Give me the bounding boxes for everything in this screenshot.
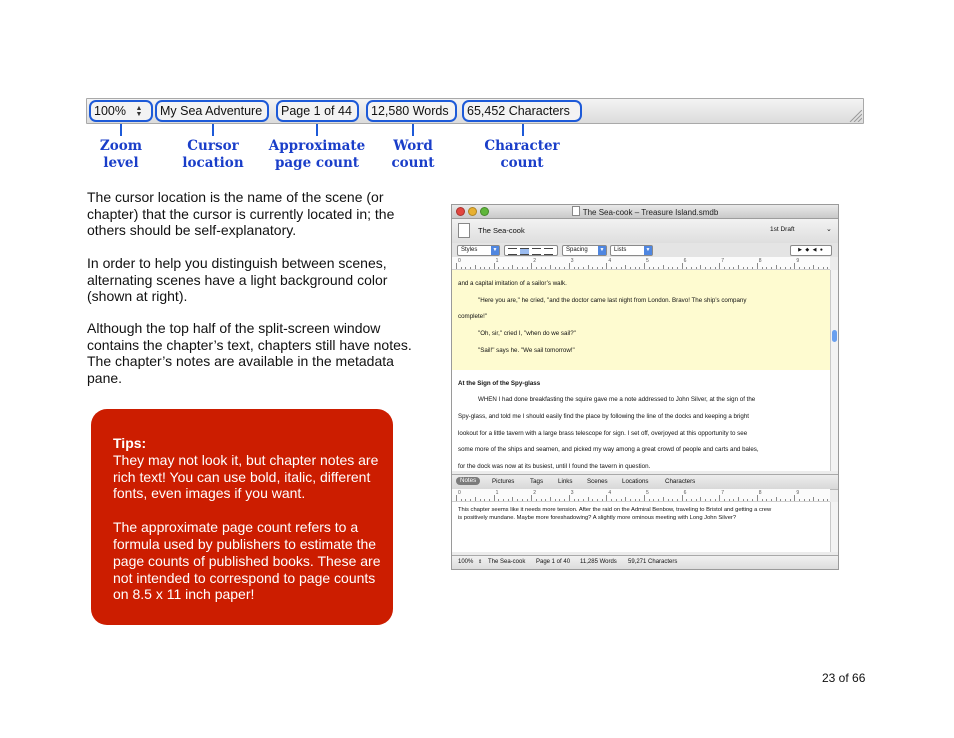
ruler-tick	[555, 267, 556, 269]
window-title: The Sea-cook – Treasure Island.smdb	[452, 206, 838, 217]
ruler-tick	[700, 497, 701, 501]
editor-ruler[interactable]	[452, 257, 830, 270]
ruler-tick	[719, 263, 720, 269]
scene-navigation-arrows[interactable]: ▶ ◆ ◀ ●	[790, 245, 832, 256]
ruler-number: 7	[721, 490, 724, 496]
callout-word-count: Word count	[391, 138, 435, 171]
ruler-tick	[818, 499, 819, 501]
tips-box	[91, 409, 393, 625]
ruler-tick	[738, 265, 739, 269]
ruler-tick	[494, 495, 495, 501]
ruler-tick	[541, 499, 542, 501]
ruler-tick	[766, 267, 767, 269]
ruler-tick	[776, 497, 777, 501]
tab-locations[interactable]: Locations	[622, 478, 649, 485]
alignment-buttons[interactable]	[504, 245, 558, 256]
editor-line: "Sail!" says he. "We sail tomorrow!"	[478, 347, 575, 354]
ruler-tick	[550, 497, 551, 501]
ruler-tick	[498, 267, 499, 269]
editor-line: WHEN I had done breakfasting the squire gave me a note addressed to John Silver, at the sign of the	[478, 396, 756, 403]
ruler-tick	[724, 267, 725, 269]
character-count-value: 65,452 Characters	[467, 104, 570, 118]
tab-characters[interactable]: Characters	[665, 478, 696, 485]
ruler-tick	[489, 499, 490, 501]
callout-line-cursor	[212, 124, 214, 136]
ruler-tick	[747, 499, 748, 501]
ruler-number: 8	[758, 490, 762, 496]
ruler-tick	[484, 499, 485, 501]
ruler-tick	[757, 263, 758, 269]
paragraph-cursor-location: The cursor location is the name of the scene (or chapter) that the cursor is currently located in; the others should be self-explanatory.	[87, 189, 395, 238]
ruler-tick	[818, 267, 819, 269]
ruler-tick	[743, 267, 744, 269]
ruler-tick	[653, 267, 654, 269]
ruler-tick	[606, 495, 607, 501]
scene-heading: At the Sign of the Spy-glass	[458, 380, 541, 387]
ruler-tick	[686, 267, 687, 269]
ruler-tick	[719, 495, 720, 501]
ruler-tick	[649, 499, 650, 501]
ruler-number: 5	[646, 258, 649, 264]
editor-line: lookout for a little tavern with a large brass telescope for sign. I set off, overjoyed at this opportunity to see	[458, 430, 748, 437]
ruler-tick	[691, 499, 692, 501]
ruler-tick	[686, 499, 687, 501]
ruler-tick	[757, 495, 758, 501]
document-name: The Sea-cook	[478, 226, 525, 235]
ruler-number: 4	[608, 258, 612, 264]
window-character-count: 59,271 Characters	[628, 559, 678, 565]
popup-arrow-icon: ▼	[492, 247, 498, 253]
format-toolbar	[452, 243, 838, 257]
ruler-tick	[780, 267, 781, 269]
ruler-tick	[578, 499, 579, 501]
editor-scrollbar[interactable]	[830, 270, 838, 471]
ruler-tick	[672, 499, 673, 501]
tips-paragraph-rich-text: They may not look it, but chapter notes are rich text! You can use bold, italic, different fonts, even images if you want.	[113, 451, 379, 502]
ruler-tick	[658, 267, 659, 269]
ruler-tick	[827, 499, 828, 501]
ruler-tick	[456, 263, 457, 269]
ruler-tick	[752, 499, 753, 501]
ruler-tick	[583, 267, 584, 269]
ruler-tick	[809, 267, 810, 269]
ruler-tick	[785, 267, 786, 269]
ruler-tick	[550, 265, 551, 269]
ruler-tick	[484, 267, 485, 269]
ruler-tick	[456, 495, 457, 501]
ruler-tick	[517, 499, 518, 501]
ruler-tick	[602, 499, 603, 501]
ruler-tick	[776, 265, 777, 269]
ruler-tick	[625, 265, 626, 269]
ruler-tick	[733, 267, 734, 269]
ruler-tick	[606, 263, 607, 269]
ruler-tick	[700, 265, 701, 269]
ruler-tick	[470, 499, 471, 501]
ruler-tick	[766, 499, 767, 501]
ruler-tick	[494, 263, 495, 269]
ruler-tick	[630, 267, 631, 269]
ruler-tick	[559, 499, 560, 501]
ruler-tick	[592, 499, 593, 501]
ruler-tick	[597, 267, 598, 269]
ruler-tick	[555, 499, 556, 501]
ruler-tick	[616, 267, 617, 269]
ruler-tick	[738, 497, 739, 501]
tips-title: Tips:	[113, 435, 147, 451]
align-right-icon	[532, 248, 541, 255]
justify-icon	[544, 248, 553, 255]
paragraph-chapter-notes: Although the top half of the split-screen window contains the chapter’s text, chapters still have notes. The chapter’s notes are available in the metadata pane.	[87, 320, 412, 386]
ruler-tick	[616, 499, 617, 501]
ruler-tick	[762, 267, 763, 269]
ruler-number: 6	[683, 258, 687, 264]
ruler-tick	[804, 267, 805, 269]
ruler-tick	[588, 497, 589, 501]
ruler-tick	[512, 497, 513, 501]
ruler-tick	[574, 499, 575, 501]
ruler-tick	[677, 267, 678, 269]
lists-popup[interactable]: Lists ▼	[610, 245, 653, 256]
metadata-tabs	[452, 474, 838, 490]
ruler-tick	[527, 499, 528, 501]
ruler-tick	[611, 267, 612, 269]
ruler-tick	[705, 499, 706, 501]
ruler-number: 1	[495, 490, 499, 496]
ruler-tick	[602, 267, 603, 269]
paragraph-scene-colors: In order to help you distinguish between scenes, alternating scenes have a light background color (shown at right).	[87, 255, 388, 304]
ruler-tick	[710, 267, 711, 269]
editor-line: "Oh, sir," cried I, "when do we sail?"	[478, 330, 576, 337]
ruler-tick	[545, 499, 546, 501]
ruler-tick	[503, 499, 504, 501]
ruler-tick	[762, 499, 763, 501]
ruler-tick	[790, 267, 791, 269]
callout-cursor-location: Cursor location	[182, 138, 244, 171]
callout-line-character	[522, 124, 524, 136]
window-zoom-value[interactable]: 100%	[458, 559, 474, 565]
page-count-value: Page 1 of 44	[281, 104, 352, 118]
ruler-tick	[625, 497, 626, 501]
ruler-tick	[682, 495, 683, 501]
ruler-tick	[541, 267, 542, 269]
ruler-tick	[569, 263, 570, 269]
notes-line: is positively mundane. Maybe more foreshadowing? A slightly more ominous meeting with Long John Silver?	[458, 515, 737, 521]
word-count-field	[366, 100, 457, 122]
ruler-number: 1	[495, 258, 499, 264]
popup-arrow-icon: ▼	[645, 247, 651, 253]
ruler-tick	[569, 495, 570, 501]
document-icon	[572, 206, 580, 216]
ruler-tick	[729, 499, 730, 501]
ruler-tick	[799, 499, 800, 501]
notes-line: This chapter seems like it needs more tension. After the raid on the Admiral Benbow, traveling to Bristol and getting a crew	[458, 507, 772, 513]
editor-line: "Here you are," he cried, "and the doctor came last night from London. Bravo! The ship’s company	[478, 297, 747, 304]
ruler-tick	[583, 499, 584, 501]
stepper-arrows-icon: ▲ ▼	[135, 104, 143, 118]
ruler-tick	[663, 265, 664, 269]
ruler-tick	[658, 499, 659, 501]
ruler-tick	[771, 499, 772, 501]
scroll-thumb[interactable]	[832, 330, 837, 342]
ruler-number: 8	[758, 258, 762, 264]
ruler-number: 7	[721, 258, 724, 264]
callout-line-zoom	[120, 124, 122, 136]
ruler-tick	[682, 263, 683, 269]
ruler-tick	[489, 267, 490, 269]
zoom-selector[interactable]	[89, 100, 153, 122]
ruler-tick	[790, 499, 791, 501]
ruler-tick	[649, 267, 650, 269]
ruler-tick	[461, 499, 462, 501]
ruler-tick	[597, 499, 598, 501]
ruler-tick	[592, 267, 593, 269]
ruler-tick	[729, 267, 730, 269]
ruler-tick	[639, 499, 640, 501]
ruler-tick	[527, 267, 528, 269]
window-status-bar	[452, 555, 838, 570]
ruler-tick	[564, 499, 565, 501]
editor-line: some more of the ships and seamen, and picked my way among a great crowd of people and carts and bales,	[458, 446, 759, 453]
ruler-tick	[564, 267, 565, 269]
ruler-tick	[663, 497, 664, 501]
ruler-tick	[644, 495, 645, 501]
ruler-tick	[715, 267, 716, 269]
ruler-tick	[672, 267, 673, 269]
ruler-tick	[794, 263, 795, 269]
ruler-tick	[635, 267, 636, 269]
ruler-tick	[559, 267, 560, 269]
ruler-tick	[733, 499, 734, 501]
ruler-tick	[691, 267, 692, 269]
ruler-tick	[621, 499, 622, 501]
ruler-tick	[644, 263, 645, 269]
ruler-tick	[823, 267, 824, 269]
ruler-tick	[794, 495, 795, 501]
ruler-tick	[823, 499, 824, 501]
ruler-tick	[498, 499, 499, 501]
ruler-tick	[809, 499, 810, 501]
tab-notes[interactable]: Notes	[456, 477, 480, 485]
styles-popup[interactable]: Styles ▼	[457, 245, 500, 256]
ruler-tick	[578, 267, 579, 269]
ruler-tick	[611, 499, 612, 501]
callout-zoom-level: Zoom level	[99, 138, 143, 171]
window-page-count: Page 1 of 40	[536, 559, 571, 565]
ruler-tick	[522, 267, 523, 269]
ruler-tick	[668, 267, 669, 269]
page-number: 23 of 66	[822, 671, 866, 685]
ruler-tick	[639, 267, 640, 269]
draft-dropdown-icon[interactable]: ⌄	[826, 226, 832, 233]
notes-pane[interactable]	[452, 502, 830, 552]
ruler-tick	[588, 265, 589, 269]
ruler-tick	[475, 265, 476, 269]
ruler-tick	[804, 499, 805, 501]
popup-arrow-icon: ▼	[599, 247, 605, 253]
ruler-number: 9	[796, 490, 800, 496]
ruler-tick	[522, 499, 523, 501]
ruler-number: 4	[608, 490, 612, 496]
notes-ruler[interactable]	[452, 489, 830, 502]
tab-scenes[interactable]: Scenes	[587, 478, 608, 485]
ruler-tick	[470, 267, 471, 269]
ruler-tick	[696, 267, 697, 269]
tab-links[interactable]: Links	[558, 478, 573, 485]
ruler-tick	[785, 499, 786, 501]
ruler-tick	[508, 499, 509, 501]
ruler-number: 0	[458, 490, 461, 496]
ruler-tick	[630, 499, 631, 501]
ruler-number: 0	[458, 258, 461, 264]
ruler-number: 2	[533, 258, 536, 264]
ruler-tick	[635, 499, 636, 501]
window-titlebar	[452, 205, 838, 219]
cursor-location-field	[155, 100, 269, 122]
ruler-tick	[747, 267, 748, 269]
window-scene-name: The Sea-cook	[488, 559, 526, 565]
ruler-tick	[480, 267, 481, 269]
stepper-arrows-icon[interactable]: ⇕	[478, 559, 483, 565]
document-header	[452, 219, 838, 244]
ruler-number: 9	[796, 258, 800, 264]
page-count-field	[276, 100, 359, 122]
tips-paragraph-page-count: The approximate page count refers to a formula used by publishers to estimate the page counts of published books. These are not intended to correspond to page counts on 8.5 x 11 inch paper!	[113, 519, 381, 603]
ruler-tick	[536, 267, 537, 269]
ruler-tick	[715, 499, 716, 501]
ruler-tick	[531, 495, 532, 501]
ruler-tick	[465, 267, 466, 269]
callout-character-count: Character count	[484, 138, 560, 171]
ruler-number: 5	[646, 490, 649, 496]
ruler-tick	[813, 497, 814, 501]
ruler-number: 3	[570, 258, 574, 264]
ruler-tick	[508, 267, 509, 269]
editor-line: complete!"	[458, 313, 488, 320]
app-window-screenshot	[451, 204, 839, 570]
tab-pictures[interactable]: Pictures	[492, 478, 515, 485]
zoom-value: 100%	[94, 104, 126, 118]
ruler-tick	[461, 267, 462, 269]
callout-line-page	[316, 124, 318, 136]
window-word-count: 11,285 Words	[580, 559, 617, 565]
ruler-tick	[696, 499, 697, 501]
ruler-tick	[621, 267, 622, 269]
ruler-tick	[517, 267, 518, 269]
ruler-tick	[710, 499, 711, 501]
ruler-tick	[503, 267, 504, 269]
ruler-number: 3	[570, 490, 574, 496]
editor-line: Spy-glass, and told me I should easily find the place by following the line of the docks and keeping a bright	[458, 413, 749, 420]
editor-pane[interactable]	[452, 270, 830, 471]
ruler-tick	[480, 499, 481, 501]
editor-line: for the dock was now at its busiest, until I found the tavern in question.	[458, 463, 651, 470]
word-count-value: 12,580 Words	[371, 104, 449, 118]
tab-tags[interactable]: Tags	[530, 478, 544, 485]
ruler-tick	[705, 267, 706, 269]
cursor-location-value: My Sea Adventure	[160, 104, 263, 118]
ruler-number: 6	[683, 490, 687, 496]
ruler-tick	[724, 499, 725, 501]
character-count-field	[462, 100, 582, 122]
ruler-tick	[512, 265, 513, 269]
draft-selector[interactable]: 1st Draft	[770, 226, 795, 233]
ruler-tick	[827, 267, 828, 269]
spacing-popup[interactable]: Spacing ▼	[562, 245, 607, 256]
ruler-tick	[752, 267, 753, 269]
ruler-tick	[465, 499, 466, 501]
editor-line: and a capital imitation of a sailor’s walk.	[458, 280, 567, 287]
callout-line-word	[412, 124, 414, 136]
ruler-tick	[574, 267, 575, 269]
ruler-tick	[677, 499, 678, 501]
ruler-tick	[668, 499, 669, 501]
ruler-tick	[780, 499, 781, 501]
ruler-tick	[475, 497, 476, 501]
ruler-tick	[545, 267, 546, 269]
ruler-tick	[813, 265, 814, 269]
callout-page-count: Approximate page count	[268, 138, 366, 171]
ruler-tick	[653, 499, 654, 501]
ruler-tick	[799, 267, 800, 269]
align-center-icon	[520, 248, 529, 255]
ruler-tick	[531, 263, 532, 269]
ruler-tick	[771, 267, 772, 269]
notes-scrollbar[interactable]	[830, 502, 838, 552]
resize-grip-icon[interactable]	[848, 110, 862, 122]
page-icon	[458, 223, 470, 238]
ruler-tick	[743, 499, 744, 501]
ruler-tick	[536, 499, 537, 501]
align-left-icon	[508, 248, 517, 255]
ruler-number: 2	[533, 490, 536, 496]
